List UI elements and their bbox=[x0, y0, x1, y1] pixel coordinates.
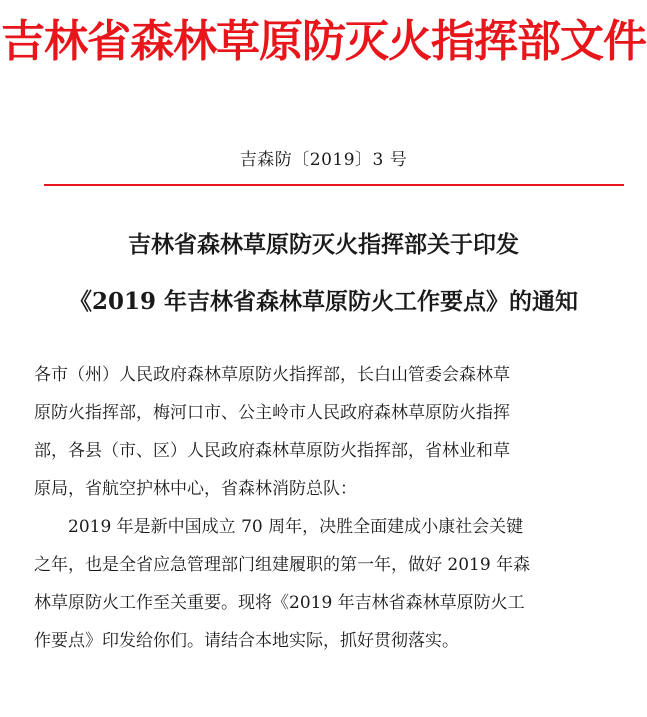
paragraph-line: 之年，也是全省应急管理部门组建履职的第一年，做好 2019 年森 bbox=[34, 555, 531, 575]
paragraph-line: 作要点》印发给你们。请结合本地实际，抓好贯彻落实。 bbox=[34, 631, 459, 651]
addressee-line: 各市（州）人民政府森林草原防火指挥部，长白山管委会森林草 bbox=[34, 365, 510, 385]
addressee-line: 原局，省航空护林中心，省森林消防总队： bbox=[34, 479, 357, 499]
document-header-title: 吉林省森林草原防灭火指挥部文件 bbox=[1, 16, 646, 67]
addressee-block bbox=[34, 356, 626, 508]
addressee-line: 原防火指挥部，梅河口市、公主岭市人民政府森林草原防火指挥 bbox=[34, 403, 510, 423]
paragraph-line: 2019 年是新中国成立 70 周年，决胜全面建成小康社会关键 bbox=[68, 517, 524, 537]
notice-title-line-1: 吉林省森林草原防灭火指挥部关于印发 bbox=[128, 231, 519, 258]
red-divider-line bbox=[44, 184, 624, 186]
notice-title-line-2: 《2019 年吉林省森林草原防火工作要点》的通知 bbox=[68, 288, 579, 315]
addressee-line: 部，各县（市、区）人民政府森林草原防火指挥部，省林业和草 bbox=[34, 441, 510, 461]
paragraph-line: 林草原防火工作至关重要。现将《2019 年吉林省森林草原防火工 bbox=[34, 593, 525, 613]
body-paragraph bbox=[34, 508, 626, 660]
document-number: 吉森防〔2019〕3 号 bbox=[239, 150, 408, 170]
